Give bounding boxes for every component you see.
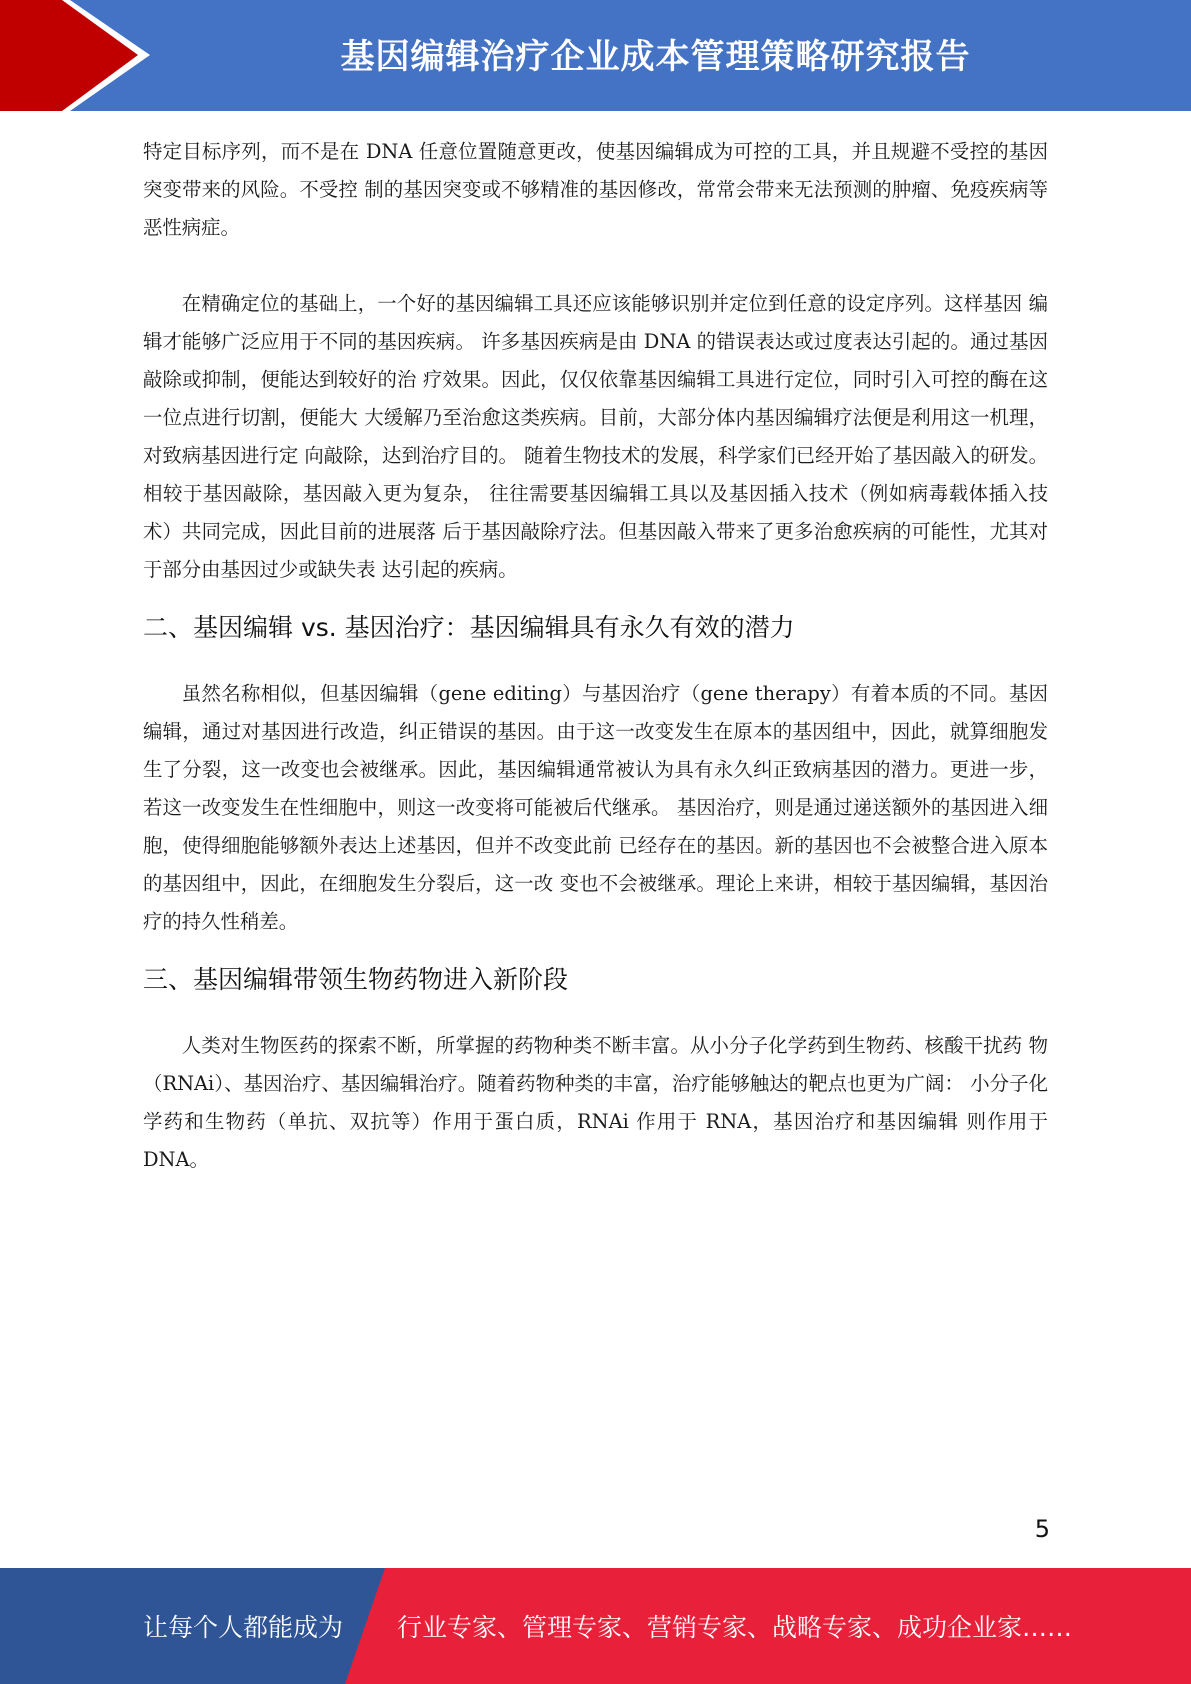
paragraph-3: 虽然名称相似，但基因编辑（gene editing）与基因治疗（gene therapy）有着本质的不同。基因编辑，通过对基因进行改造，纠正错误的基因。由于这一改变发生在原本的基因组中，因此，就算细胞发生了分裂，这一改变也会被继承。因此，基因编辑通常被认为具有永久纠正致病基因的潜力。更进一步，若这一改变发生在性细胞中，则这一改变将可能被后代继承。 基因治疗，则是通过递送额外的基因进入细胞，使得细胞能够额外表达上述基因，但并不改变此前 已经存在的基因。新的基因也不会被整合进入原本的基因组中，因此，在细胞发生分裂后，这一改 变也不会被继承。理论上来讲，相较于基因编辑，基因治疗的持久性稍差。	[143, 682, 1048, 933]
page-number: 5	[1034, 1515, 1050, 1543]
section-heading-2: 二、基因编辑 vs. 基因治疗：基因编辑具有永久有效的潜力	[143, 613, 795, 642]
section-heading-3: 三、基因编辑带领生物药物进入新阶段	[143, 965, 569, 994]
red-chevron-icon	[0, 0, 160, 111]
page-header	[0, 0, 1191, 111]
paragraph-4: 人类对生物医药的探索不断，所掌握的药物种类不断丰富。从小分子化学药到生物药、核酸干扰药 物（RNAi）、基因治疗、基因编辑治疗。随着药物种类的丰富，治疗能够触达的靶点也更为广阔： 小分子化学药和生物药（单抗、双抗等）作用于蛋白质，RNAi 作用于 RNA，基因治疗和基因编辑 则作用于 DNA。	[143, 1034, 1048, 1171]
report-title: 基因编辑治疗企业成本管理策略研究报告	[340, 36, 971, 77]
paragraph-2: 在精确定位的基础上，一个好的基因编辑工具还应该能够识别并定位到任意的设定序列。这样基因 编辑才能够广泛应用于不同的基因疾病。 许多基因疾病是由 DNA 的错误表达或过度表达引起的。通过基因敲除或抑制，便能达到较好的治 疗效果。因此，仅仅依靠基因编辑工具进行定位，同时引入可控的酶在这一位点进行切割，便能大 大缓解乃至治愈这类疾病。目前，大部分体内基因编辑疗法便是利用这一机理，对致病基因进行定 向敲除，达到治疗目的。 随着生物技术的发展，科学家们已经开始了基因敲入的研发。相较于基因敲除，基因敲入更为复杂， 往往需要基因编辑工具以及基因插入技术（例如病毒载体插入技术）共同完成，因此目前的进展落 后于基因敲除疗法。但基因敲入带来了更多治愈疾病的可能性，尤其对于部分由基因过少或缺失表 达引起的疾病。	[143, 292, 1048, 581]
paragraph-1: 特定目标序列，而不是在 DNA 任意位置随意更改，使基因编辑成为可控的工具，并且规避不受控的基因突变带来的风险。不受控 制的基因突变或不够精准的基因修改，常常会带来无法预测的肿瘤、免疫疾病等恶性病症。	[143, 140, 1048, 239]
document-body	[143, 133, 1048, 1179]
footer-slogan-right: 行业专家、管理专家、营销专家、战略专家、成功企业家……	[397, 1613, 1073, 1642]
page-footer	[0, 1568, 1191, 1684]
footer-slogan-left: 让每个人都能成为	[143, 1613, 344, 1642]
